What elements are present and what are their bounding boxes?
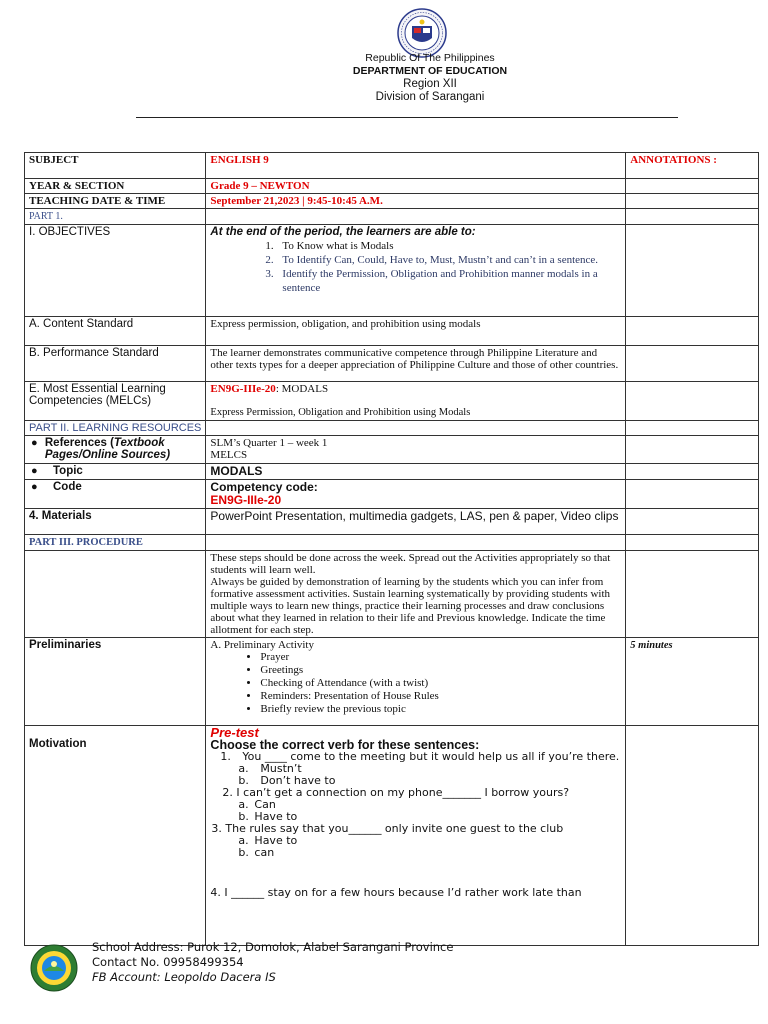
date-value: September 21,2023 | 9:45-10:45 A.M. — [210, 195, 383, 207]
content-standard-row — [25, 317, 759, 346]
references-label: References ( — [44, 437, 114, 449]
competency-code-label: Competency code: — [210, 480, 318, 494]
references-line2: MELCS — [210, 449, 248, 461]
republic-text: Republic Of The Philippines — [365, 52, 495, 64]
references-label-italic: Textbook Pages/Online Sources) — [44, 437, 171, 461]
references-line1: SLM’s Quarter 1 – week 1 — [210, 437, 328, 449]
school-address: School Address: Purok 12, Domolok, Alabel Sarangani Province — [92, 940, 454, 954]
fb-account: FB Account: Leopoldo Dacera IS — [92, 970, 276, 984]
melcs-label: E. Most Essential Learning Competencies (MELCs) — [29, 383, 166, 407]
materials-value: PowerPoint Presentation, multimedia gadgets, LAS, pen & paper, Video clips — [210, 509, 619, 523]
part1-row — [25, 209, 759, 225]
bullet-icon: ● — [31, 481, 38, 493]
year-label: YEAR & SECTION — [29, 180, 125, 192]
melcs-code: EN9G-IIIe-20 — [210, 383, 276, 395]
performance-standard-label: B. Performance Standard — [29, 347, 159, 359]
part3-row — [25, 535, 759, 551]
preliminary-item: • Checking of Attendance (with a twist) — [260, 677, 621, 690]
topic-value: MODALS — [210, 464, 263, 478]
header-divider — [136, 117, 678, 118]
preliminaries-list — [210, 651, 621, 716]
preliminaries-label: Preliminaries — [29, 639, 102, 651]
part1-label: PART 1. — [29, 211, 63, 222]
q1-option-a: a. Mustn’t — [238, 762, 302, 775]
performance-standard-value: The learner demonstrates communicative competence through Philippine Literature and other texts types for a deeper appreciation of Philippine Culture and those of other countries. — [210, 347, 619, 371]
q1-option-b: b. Don’t have to — [238, 774, 336, 787]
school-seal-logo — [30, 944, 78, 992]
pretest-title: Pre-test — [210, 725, 259, 740]
contact-number: Contact No. 09958499354 — [92, 955, 244, 969]
objectives-list — [210, 239, 621, 295]
date-row — [25, 194, 759, 209]
topic-row — [25, 464, 759, 480]
objectives-row — [25, 225, 759, 317]
subject-value: ENGLISH 9 — [210, 154, 269, 166]
question-2-text: 2. I can’t get a connection on my phone_______ I borrow yours? — [222, 786, 570, 799]
preliminary-item: • Prayer — [260, 651, 621, 664]
q3-option-b: b. can — [238, 846, 275, 859]
performance-standard-row — [25, 346, 759, 382]
topic-label: Topic — [53, 465, 83, 477]
content-standard-label: A. Content Standard — [29, 318, 134, 330]
division-text: Division of Sarangani — [375, 91, 485, 103]
melcs-code-suffix: : MODALS — [275, 383, 329, 395]
preliminaries-row — [25, 638, 759, 726]
melcs-description: Express Permission, Obligation and Prohibition using Modals — [210, 407, 471, 418]
letterhead — [0, 52, 768, 104]
year-row — [25, 179, 759, 194]
pretest-instruction: Choose the correct verb for these sentences: — [210, 738, 480, 752]
content-standard-value: Express permission, obligation, and prohibition using modals — [210, 318, 481, 330]
annotations-header: ANNOTATIONS : — [630, 154, 717, 166]
q3-option-a: a. Have to — [238, 834, 298, 847]
q2-option-a: a. Can — [238, 798, 276, 811]
part2-label: PART II. LEARNING RESOURCES — [29, 422, 202, 434]
date-label: TEACHING DATE & TIME — [29, 195, 166, 207]
question-4-text: 4. I ______ stay on for a few hours because I’d rather work late than — [210, 886, 582, 899]
deped-seal-logo — [397, 8, 447, 58]
materials-label: 4. Materials — [29, 510, 92, 522]
materials-row — [25, 509, 759, 535]
subject-label: SUBJECT — [29, 154, 79, 166]
objective-item: 1. To Know what is Modals — [276, 239, 621, 253]
preliminary-item: • Reminders: Presentation of House Rules — [260, 690, 621, 703]
region-text: Region XII — [403, 78, 457, 90]
procedure-note-row — [25, 551, 759, 638]
objective-item: 3. Identify the Permission, Obligation and Prohibition manner modals in a sentence — [276, 267, 621, 295]
objectives-intro: At the end of the period, the learners are able to: — [210, 226, 476, 238]
code-row — [25, 480, 759, 509]
bullet-icon: ● — [31, 465, 38, 477]
page-footer — [30, 940, 730, 1000]
motivation-row — [25, 726, 759, 946]
motivation-label: Motivation — [29, 738, 87, 750]
part2-row — [25, 421, 759, 436]
preliminaries-title: A. Preliminary Activity — [210, 639, 314, 651]
lesson-log-table — [24, 152, 759, 946]
question-3-text: 3. The rules say that you______ only invite one guest to the club — [211, 822, 564, 835]
code-label: Code — [53, 481, 82, 493]
melcs-row — [25, 382, 759, 421]
year-value: Grade 9 – NEWTON — [210, 180, 310, 192]
question-1: 1. You ____ come to the meeting but it would help us all if you’re there. — [220, 750, 620, 763]
procedure-note-p1: These steps should be done across the week. Spread out the Activities appropriately so that students will learn well. — [210, 552, 611, 576]
department-text: DEPARTMENT OF EDUCATION — [352, 65, 508, 77]
preliminary-item: • Briefly review the previous topic — [260, 703, 621, 716]
bullet-icon: ● — [31, 437, 38, 449]
preliminaries-time: 5 minutes — [630, 640, 673, 651]
subject-row — [25, 153, 759, 179]
footer-text — [92, 940, 453, 985]
part3-label: PART III. PROCEDURE — [29, 537, 143, 548]
preliminary-item: • Greetings — [260, 664, 621, 677]
objective-item: 2. To Identify Can, Could, Have to, Must, Mustn’t and can’t in a sentence. — [276, 253, 621, 267]
references-row — [25, 436, 759, 464]
question-1-text: You ____ come to the meeting but it would help us all if you’re there. — [242, 750, 620, 763]
competency-code-value: EN9G-IIIe-20 — [210, 493, 282, 507]
procedure-note-p2: Always be guided by demonstration of learning by the students which you can infer from formative assessment activities. Sustain learning systematically by providing students with multiple ways to learn new things, practice their learning processes and draw conclusions about what they learned in relation to their life and Previous knowledge. Indicate the time allotment for each step. — [210, 576, 611, 636]
q2-option-b: b. Have to — [238, 810, 298, 823]
objectives-label: I. OBJECTIVES — [29, 226, 111, 238]
